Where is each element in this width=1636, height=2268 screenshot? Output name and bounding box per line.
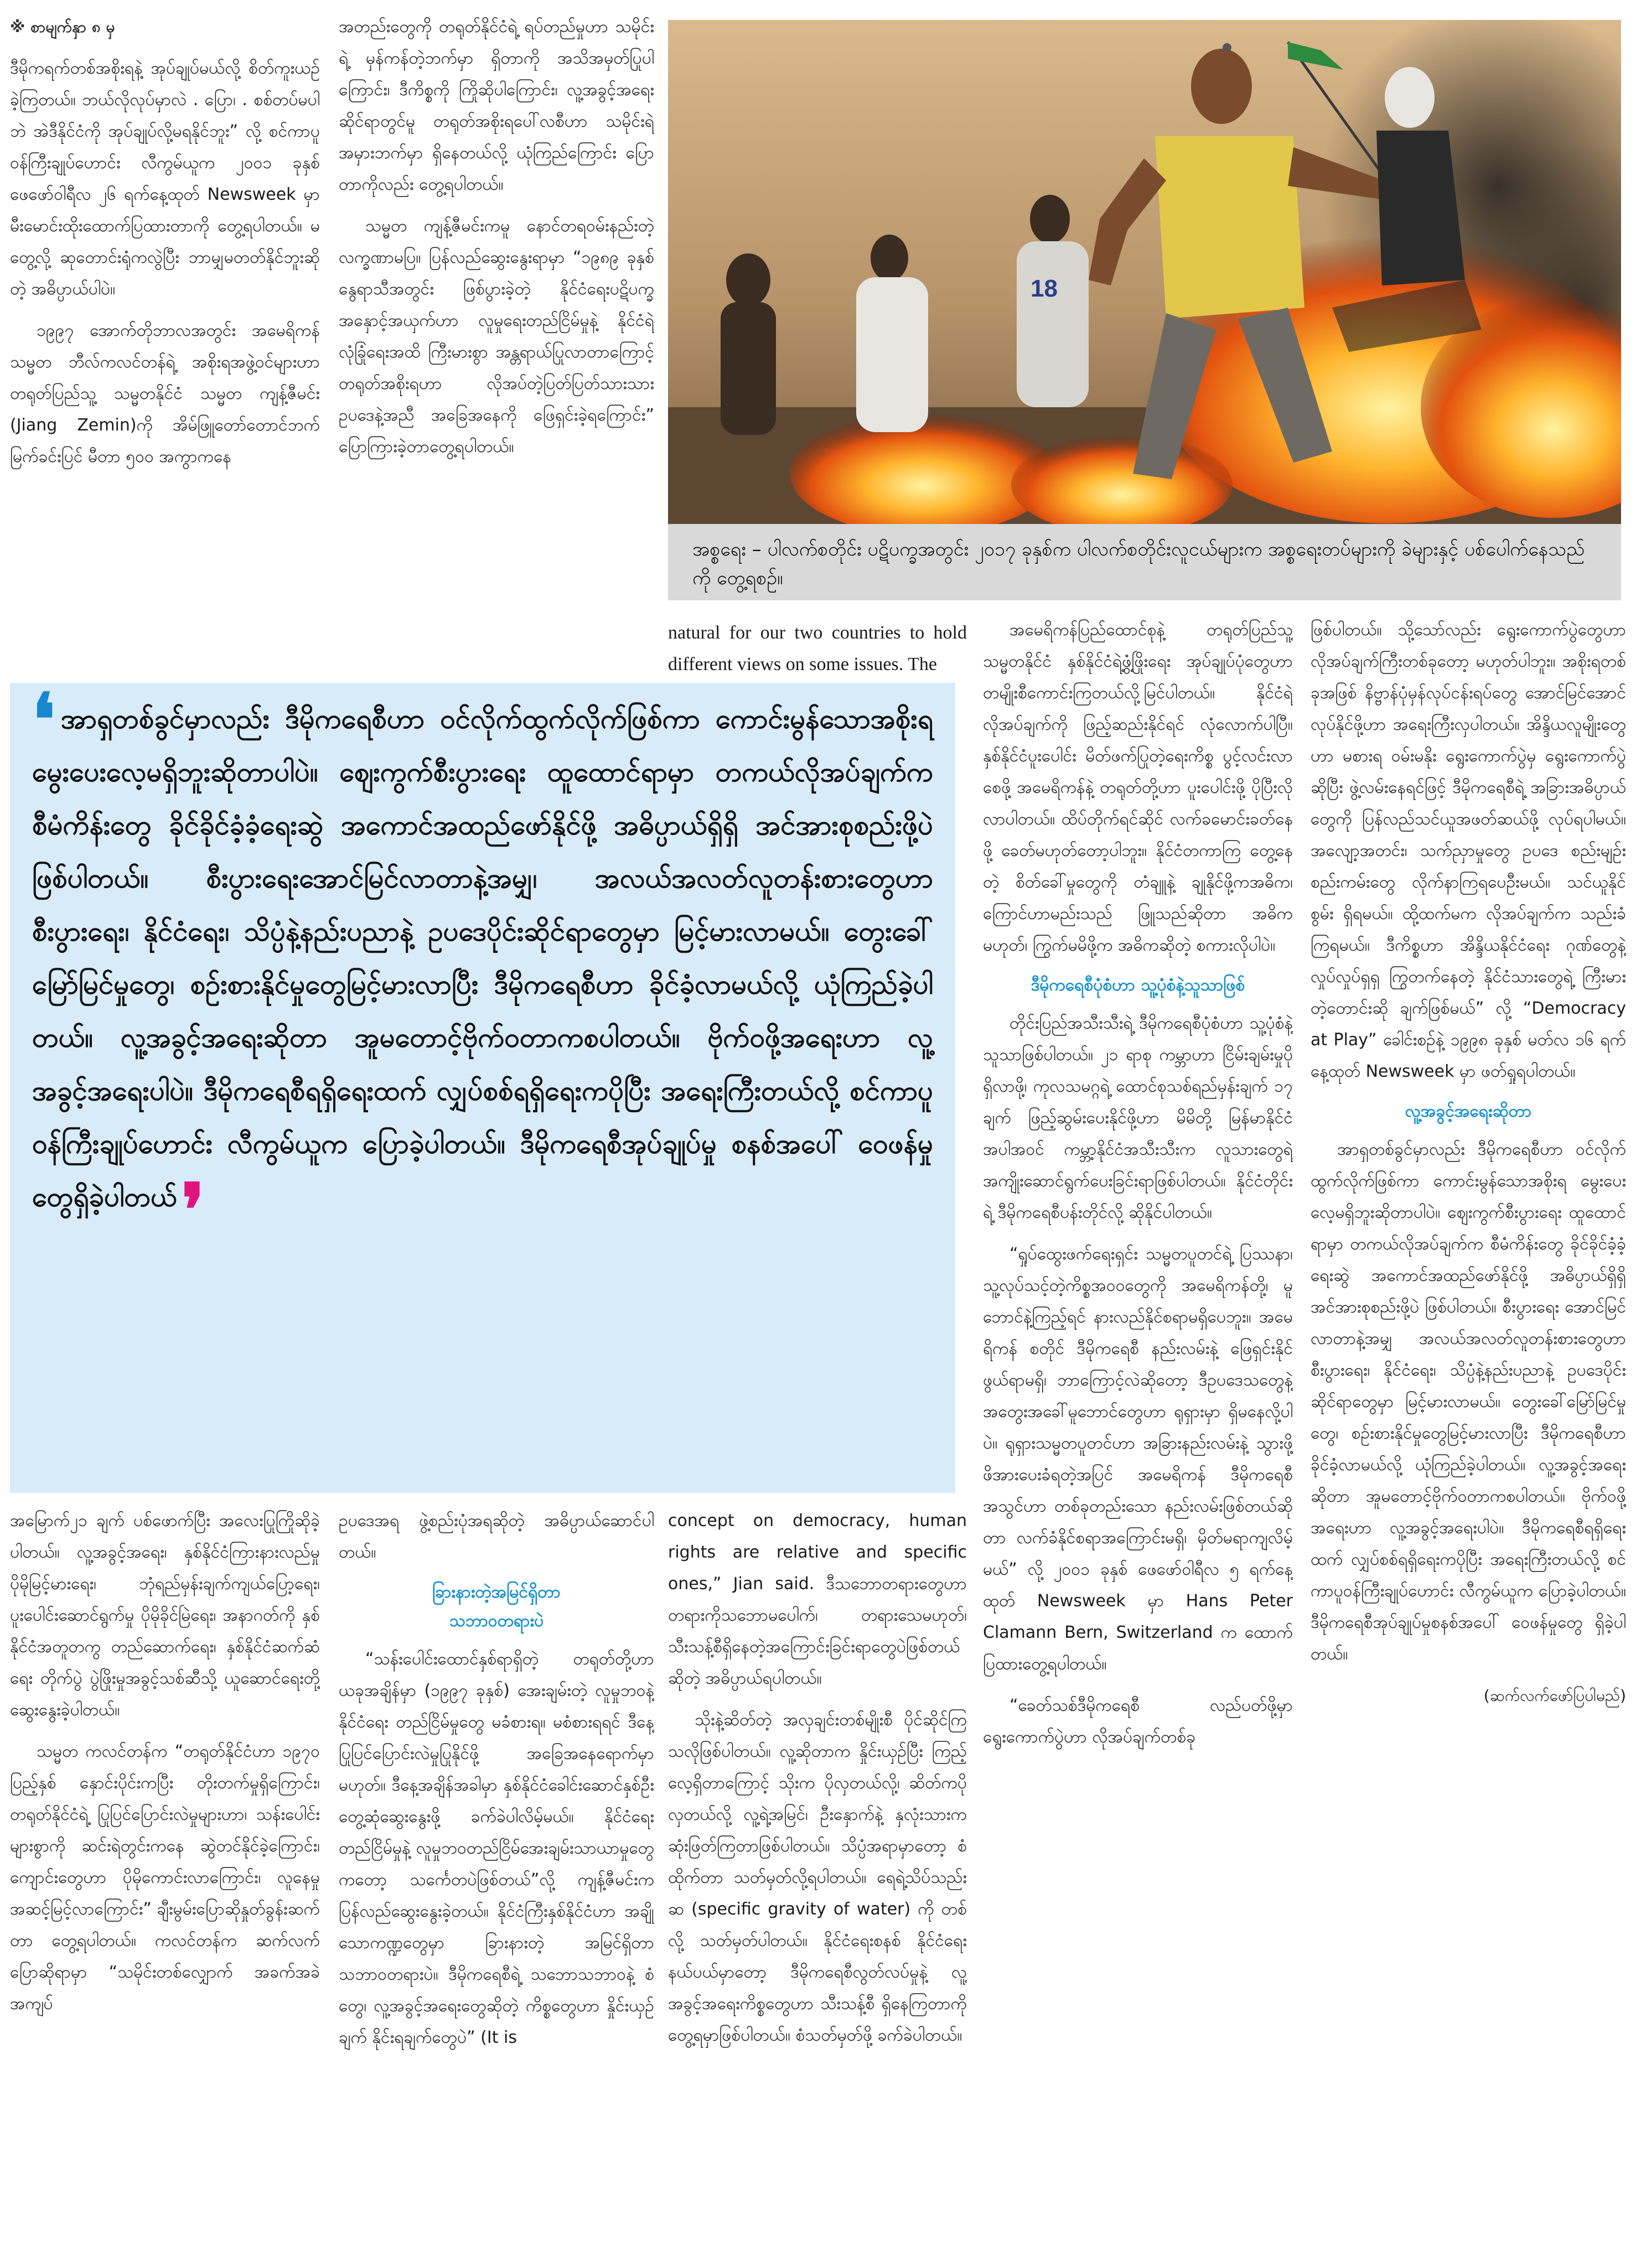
paragraph: ၁၉၉၇ အောက်တိုဘာလအတွင်း အမေရိကန်သမ္မတ ဘီလ်ကလင်တန်ရဲ့ အစိုးရအဖွဲ့ဝင်များဟာ တရုတ်ပြည်သူ့ သမ္မတနိုင်ငံ သမ္မတ ကျန့်ဇီမင်း (Jiang Zemin)ကို အိမ်ဖြူတော်တောင်ဘက် မြက်ခင်းပြင် မီတာ ၅၀၀ အကွာကနေ	[10, 321, 320, 466]
paragraph: concept on democracy, human rights are relative and specific ones,” Jian said. ဒီသဘောတရားတွေဟာ တရားကိုသဘောမပေါက်၊ တရားသေမဟုတ်၊ သီးသန့်စီရှိနေတဲ့အကြောင်းခြင်းရာတွေပဲဖြစ်တယ်ဆိုတဲ့ အဓိပ္ပာယ်ရပါတယ်။	[668, 1511, 967, 1688]
paragraph: အမေရိကန်ပြည်ထောင်စုနဲ့ တရုတ်ပြည်သူ့သမ္မတနိုင်ငံ နှစ်နိုင်ငံရဲ့ဖွံ့ဖြိုးရေး အုပ်ချုပ်ပုံတွေဟာ တမျိုးစီကောင်းကြတယ်လို့မြင်ပါတယ်။ နိုင်ငံရဲ့လိုအပ်ချက်ကို ဖြည့်ဆည်းနိုင်ရင် လုံလောက်ပါပြီ။ နှစ်နိုင်ငံပူးပေါင်း မိတ်ဖက်ပြုတဲ့ရေးကိစ္စ ပွင့်လင်းလာစေဖို့ အမေရိကန်နဲ့ တရုတ်တို့ဟာ ပူးပေါင်းဖို့ ပိုပြီးလိုလာပါတယ်။ ထိပ်တိုက်ရင်ဆိုင် လက်ခမောင်းခတ်နေဖို့ ခေတ်မဟုတ်တော့ပါဘူး။ နိုင်ငံတကာကြ တွေ့နေတဲ့ စိတ်ခေါ်မှုတွေကို တံချူနဲ့ ချုနိုင်ဖို့ကအဓိက၊ ကြောင်ဟာမည်းသည် ဖြူသည်ဆိုတာ အဓိကမဟုတ်၊ ကြွက်မမိဖို့က အဓိကဆိုတဲ့ စကားလိုပါပဲ။	[983, 620, 1293, 955]
column-3-bottom	[668, 1505, 967, 2263]
section-subhead: လူ့အခွင့်အရေးဆိုတာ	[1405, 1102, 1532, 1121]
column-2-top	[339, 11, 654, 675]
paragraph: “ရှုပ်ထွေးဖက်ရေးရှင်း သမ္မတပူတင်ရဲ့ ပြဿနာ၊ သူ့လုပ်သင့်တဲ့ကိစ္စအဝဝတွေကို အမေရိကန်တို့၊ မူဘောင်နဲ့ကြည့်ရင် နားလည်နိုင်စရာမရှိပေဘူး။ အမေရိကန် စတိုင် ဒီမိုကရေစီ နည်းလမ်းနဲ့ ဖြေရှင်းနိုင်ဖွယ်ရာမရှိ၊ ဘာကြောင့်လဲဆိုတော့ ဒီဥပဒေသတွေနဲ့ အတွေးအခေါ်မူဘောင်တွေဟာ ရုရှားမှာ ရှိမနေလို့ပါပဲ။ ရုရှားသမ္မတပူတင်ဟာ အခြားနည်းလမ်းနဲ့ သွားဖို့ဖိအားပေးခံရတဲ့အပြင် အမေရိကန် ဒီမိုကရေစီအသွင်ဟာ တစ်ခုတည်းသော နည်းလမ်းဖြစ်တယ်ဆိုတာ လက်ခံနိုင်စရာအကြောင်းမရှိ၊ မှိတ်မရာကျလိမ့်မယ်” လို့ ၂၀၀၁ ခုနှစ် ဖေဖော်ဝါရီလ ၅ ရက်နေ့ထုတ် Newsweek မှာ Hans Peter Clamann Bern, Switzerland က ထောက်ပြထားတွေ့ရပါတယ်။	[983, 1244, 1293, 1674]
paragraph: “ခေတ်သစ်ဒီမိုကရေစီ လည်ပတ်ဖို့မှာ ရွေးကောက်ပွဲဟာ လိုအပ်ချက်တစ်ခု	[983, 1696, 1293, 1747]
section-subhead: ဒီမိုကရေစီပုံစံဟာ သူ့ပုံစံနဲ့သူသာဖြစ်	[1031, 975, 1245, 995]
paragraph: သမ္မတ ကျန့်ဇီမင်းကမူ နောင်တရဝမ်းနည်းတဲ့လက္ခဏာမပြ။ ပြန်လည်ဆွေးနွေးရာမှာ “၁၉၈၉ ခုနှစ် နွေရာသီအတွင်း ဖြစ်ပွားခဲ့တဲ့ နိုင်ငံရေးပဋိပက္ခ အနှောင့်အယှက်ဟာ လူမှုရေးတည်ငြိမ်မှုနဲ့ နိုင်ငံရဲ့လုံခြုံရေးအထိ ကြီးမားစွာ အန္တရာယ်ပြုလာတာကြောင့် တရုတ်အစိုးရဟာ လိုအပ်တဲ့ပြတ်ပြတ်သားသား ဥပဒေနဲ့အညီ အခြေအနေကို ဖြေရှင်းခဲ့ရကြောင်း” ပြောကြားခဲ့တာတွေ့ရပါတယ်။	[339, 216, 654, 456]
subhead-line: ခြားနားတဲ့အမြင်ရှိတာ	[432, 1582, 561, 1602]
paragraph: ဒီမိုကရက်တစ်အစိုးရနဲ့ အုပ်ချုပ်မယ်လို့ စိတ်ကူးယဉ်ခဲ့ကြတယ်။ ဘယ်လိုလုပ်မှာလဲ . ပြော၊ . စစ်တပ်မပါဘဲ အဲဒီနိုင်ငံကို အုပ်ချုပ်လို့မရနိုင်ဘူး” လို့ စင်ကာပူ ဝန်ကြီးချုပ်ဟောင်း လီကွမ်ယူက ၂၀၀၁ ခုနှစ် ဖေဖော်ဝါရီလ ၂၆ ရက်နေ့ထုတ် Newsweek မှာ မီးမောင်းထိုးထောက်ပြထားတာကို တွေ့ရပါတယ်။ မတွေ့လို့ ဆုတောင်းရုံကလွဲပြီး ဘာမျှမတတ်နိုင်ဘူးဆိုတဲ့ အဓိပ္ပာယ်ပါပဲ။	[10, 59, 320, 299]
column-5	[1311, 614, 1626, 2260]
paragraph-english: natural for our two countries to hold different views on some issues. The	[668, 622, 967, 674]
subhead-line: သဘာဝတရားပဲ	[449, 1611, 544, 1631]
continued-from-kicker: ※ စာမျက်နှာ ၈ မှ	[10, 18, 115, 36]
close-quote-icon: ❜	[181, 1167, 205, 1252]
paragraph: သိုးနဲ့ဆိတ်တဲ့ အလှချင်းတစ်မျိုးစီ ပိုင်ဆိုင်ကြသလိုဖြစ်ပါတယ်။ လူ့ဆိုတာက နှိုင်းယှဉ်ပြီး ကြည့်လေ့ရှိတာကြောင့် သိုးက ပိုလှတယ်လို့၊ ဆိတ်ကပိုလှတယ်လို့ လူ့ရဲ့အမြင်၊ ဦးနှောက်နဲ့ နှလုံးသားက ဆုံးဖြတ်ကြတာဖြစ်ပါတယ်။ သိပ္ပံအရာမှာတော့ စံထိုက်တာ သတ်မှတ်လို့ရပါတယ်။ ရေရဲ့သိပ်သည်းဆ (specific gravity of water) ကို တစ်လို့ သတ်မှတ်ပါတယ်။ နိုင်ငံရေးစနစ် နိုင်ငံရေးနယ်ပယ်မှာတော့ ဒီမိုကရေစီလွတ်လပ်မှုနဲ့ လူ့အခွင့်အရေးကိစ္စတွေဟာ သီးသန့်စီ ရှိနေကြတာကို တွေ့ရမှာဖြစ်ပါတယ်။ စံသတ်မှတ်ဖို့ ခက်ခဲပါတယ်။	[668, 1710, 967, 2045]
paragraph: ဥပဒေအရ ဖွဲ့စည်းပုံအရဆိုတဲ့ အဓိပ္ပာယ်ဆောင်ပါတယ်။	[339, 1511, 654, 1562]
news-photo	[668, 20, 1621, 524]
section-subhead	[339, 1578, 654, 1636]
photo-caption: အစ္စရေး – ပါလက်စတိုင်း ပဋိပက္ခအတွင်း ၂၀၁၇ ခုနှစ်က ပါလက်စတိုင်းလူငယ်များက အစ္စရေးတပ်များကို ခဲများနှင့် ပစ်ပေါက်နေသည်ကို တွေ့ရစဉ်။	[668, 524, 1621, 600]
paragraph: ဖြစ်ပါတယ်။ သို့သော်လည်း ရွေးကောက်ပွဲတွေဟာ လိုအပ်ချက်ကြီးတစ်ခုတော့ မဟုတ်ပါဘူး။ အစိုးရတစ်ခုအဖြစ် နိဗ္ဗာန်ပုံမှန်လုပ်ငန်းရပ်တွေ အောင်မြင်အောင် လုပ်နိုင်ဖို့ဟာ အရေးကြီးလှပါတယ်။ အိန္ဒိယလူမျိုးတွေဟာ မစားရ ဝမ်းမနိုး ရွေးကောက်ပွဲမှ ရွေးကောက်ပွဲဆိုပြီး ဖွဲ့လမ်းနေရင်ဖြင့် ဒီမိုကရေစီရဲ့ အခြားအဓိပ္ပာယ်တွေကို ပြန်လည်သင်ယူအဖတ်ဆယ်ဖို့ လုပ်ရပါမယ်။ အလျော့အတင်း၊ သက်ညှာမှုတွေ ဥပဒေ စည်းမျဉ်းစည်းကမ်းတွေ လိုက်နာကြရပေဦးမယ်။ သင်ယူနိုင်စွမ်း ရှိရမယ်။ ထို့ထက်မက လိုအပ်ချက်က သည်းခံကြရမယ်။ ဒီကိစ္စဟာ အိန္ဒိယနိုင်ငံရေး ဂုဏ်တွေနဲ့ လှုပ်လှုပ်ရှရှ ကြွတက်နေတဲ့ နိုင်ငံသားတွေရဲ့ ကြီးမားတဲ့တောင်းဆို ချက်ဖြစ်မယ်” လို့ “Democracy at Play” ခေါင်းစဉ်နဲ့ ၁၉၉၈ ခုနှစ် မတ်လ ၁၆ ရက်နေ့ထုတ် Newsweek မှာ ဖတ်ရှုရပါတယ်။	[1311, 620, 1626, 1081]
column-1-bottom	[10, 1505, 320, 2263]
continued-notice: (ဆက်လက်ဖော်ပြပါမည်)	[1483, 1686, 1626, 1705]
paragraph: အတည်းတွေကို တရုတ်နိုင်ငံရဲ့ ရပ်တည်မှုဟာ သမိုင်းရဲ့ မှန်ကန်တဲ့ဘက်မှာ ရှိတာကို အသိအမှတ်ပြုပါကြောင်း၊ ဒီကိစ္စကို ကြိုဆိုပါကြောင်း၊ လူ့အခွင့်အရေးဆိုင်ရာတွင်မူ တရုတ်အစိုးရပေါ်လစီဟာ သမိုင်းရဲ့အမှားဘက်မှာ ရှိနေတယ်လို့ ယုံကြည်ကြောင်း ပြောတာကိုလည်း တွေ့ရပါတယ်။	[339, 17, 654, 194]
paragraph: အမြောက်၂၁ ချက် ပစ်ဖောက်ပြီး အလေးပြုကြိုဆိုခဲ့ပါတယ်။ လူ့အခွင့်အရေး၊ နှစ်နိုင်ငံကြားနားလည်မှု ပိုမိုမြင့်မားရေး၊ ဘုံရည်မှန်းချက်ကျယ်ပြော့ရေး၊ ပူးပေါင်းဆောင်ရွက်မှု ပိုမိုခိုင်မြဲရေး၊ အနာဂတ်ကို နှစ်နိုင်ငံအတူတကွ တည်ဆောက်ရေး၊ နှစ်နိုင်ငံဆက်ဆံရေး တိုက်ပွဲ ပွဲဖြိုးမှုအခွင့်သစ်ဆီသို့ ယူဆောင်ရေးတို့ ဆွေးနွေးခဲ့ပါတယ်။	[10, 1511, 320, 1720]
paragraph: တိုင်းပြည်အသီးသီးရဲ့ ဒီမိုကရေစီပုံစံဟာ သူ့ပုံစံနဲ့သူသာဖြစ်ပါတယ်။ ၂၁ ရာစု ကမ္ဘာဟာ ငြိမ်းချမ်းမှုပိုရှိလာဖို့၊ ကုလသမဂ္ဂရဲ့ ထောင်စုသစ်ရည်မှန်းချက် ၁၇ ချက် ဖြည့်ဆွမ်းပေးနိုင်ဖို့ဟာ မိမိတို့ မြန်မာနိုင်ငံအပါအဝင် ကမ္ဘာ့နိုင်ငံအသီးသီးက လူသားတွေရဲ့ အကျိုးဆောင်ရွက်ပေးခြင်းရာဖြစ်ပါတယ်။ နိုင်ငံတိုင်းရဲ့ ဒီမိုကရေစီပန်းတိုင်လို့ ဆိုနိုင်ပါတယ်။	[983, 1014, 1293, 1222]
paragraph: “သန်းပေါင်းထောင်နှစ်ရာရှိတဲ့ တရုတ်တို့ဟာ ယခုအချိန်မှာ (၁၉၉၇ ခုနှစ်) အေးချမ်းတဲ့ လူမှုဘဝနဲ့ နိုင်ငံရေး တည်ငြိမ်မှုတွေ မခံစားရ။ မစံစားရရင် ဒီနေ့ပြုပြင်ပြောင်းလဲမှုပြုနိုင်ဖို့ အခြေအနေရောက်မှာမဟုတ်။ ဒီနေ့အချိန်အခါမှာ နှစ်နိုင်ငံခေါင်းဆောင်နှစ်ဦး တွေ့ဆုံဆွေးနွေးဖို့ ခက်ခဲပါလိမ့်မယ်။ နိုင်ငံရေးတည်ငြိမ်မှုနဲ့ လူမှုဘဝတည်ငြိမ်အေးချမ်းသာယာမှုတွေကတော့ သင်္ကေတပဲဖြစ်တယ်”လို့ ကျန့်ဇီမင်းက ပြန်လည်ဆွေးနွေးခဲ့တယ်။ နိုင်ငံကြီးနှစ်နိုင်ငံဟာ အချို့သောကဏ္ဍတွေမှာ ခြားနားတဲ့ အမြင်ရှိတာ သဘာဝတရားပဲ။ ဒီမိုကရေစီရဲ့ သဘောသဘာဝနဲ့ စံတွေ၊ လူ့အခွင့်အရေးတွေဆိုတဲ့ ကိစ္စတွေဟာ နှိုင်းယှဉ်ချက် နိုင်းရချက်တွေပဲ” (It is	[339, 1649, 654, 2047]
column-2-bottom	[339, 1505, 654, 2263]
photo-protest-scene	[668, 20, 1621, 524]
open-quote-icon: ❛	[32, 683, 55, 762]
pull-quote-text: အာရှတစ်ခွင်မှာလည်း ဒီမိုကရေစီဟာ ဝင်လိုက်ထွက်လိုက်ဖြစ်ကာ ကောင်းမွန်သောအစိုးရ မွေးပေးလေ့မရှိဘူးဆိုတာပါပဲ။ ဈေးကွက်စီးပွားရေး ထူထောင်ရာမှာ တကယ်လိုအပ်ချက်က စီမံကိန်းတွေ ခိုင်ခိုင်ခံ့ခံ့ရေးဆွဲ အကောင်အထည်ဖော်နိုင်ဖို့ အဓိပ္ပာယ်ရှိရှိ အင်အားစုစည်းဖို့ပဲ ဖြစ်ပါတယ်။ စီးပွားရေးအောင်မြင်လာတာနဲ့အမျှ၊ အလယ်အလတ်လူတန်းစားတွေဟာ စီးပွားရေး၊ နိုင်ငံရေး၊ သိပ္ပံနဲ့နည်းပညာနဲ့ ဥပဒေပိုင်းဆိုင်ရာတွေမှာ မြင့်မားလာမယ်။ တွေးခေါ်မြော်မြင်မှုတွေ၊ စဉ်းစားနိုင်မှုတွေမြင့်မားလာပြီး ဒီမိုကရေစီဟာ ခိုင်ခံ့လာမယ်လို့ ယုံကြည်ခဲ့ပါတယ်။ လူ့အခွင့်အရေးဆိုတာ အူမတောင့်ဗိုက်ဝတာကစပါတယ်။ ဗိုက်ဝဖို့အရေးဟာ လူ့အခွင့်အရေးပါပဲ။ ဒီမိုကရေစီရရှိရေးထက် လျှပ်စစ်ရရှိရေးကပိုပြီး အရေးကြီးတယ်လို့ စင်ကာပူ ဝန်ကြီးချုပ်ဟောင်း လီကွမ်ယူက ပြောခဲ့ပါတယ်။ ဒီမိုကရေစီအုပ်ချုပ်မှု စနစ်အပေါ် ဝေဖန်မှုတွေရှိခဲ့ပါတယ်	[32, 703, 933, 1213]
column-4	[983, 614, 1293, 2260]
paragraph: အာရှတစ်ခွင်မှာလည်း ဒီမိုကရေစီဟာ ဝင်လိုက်ထွက်လိုက်ဖြစ်ကာ ကောင်းမွန်သောအစိုးရ မွေးပေးလေ့မရှိဘူးဆိုတာပါပဲ။ ဈေးကွက်စီးပွားရေး ထူထောင်ရာမှာ တကယ်လိုအပ်ချက်က စီမံကိန်းတွေ ခိုင်ခိုင်ခံ့ခံ့ရေးဆွဲ အကောင်အထည်ဖော်နိုင်ဖို့ အဓိပ္ပာယ်ရှိရှိ အင်အားစုစည်းဖို့ပဲ ဖြစ်ပါတယ်။ စီးပွားရေး အောင်မြင်လာတာနဲ့အမျှ အလယ်အလတ်လူတန်းစားတွေဟာ စီးပွားရေး၊ နိုင်ငံရေး၊ သိပ္ပံနဲ့နည်းပညာနဲ့ ဥပဒေပိုင်းဆိုင်ရာတွေမှာ မြင့်မားလာမယ်။ တွေးခေါ်မြော်မြင်မှုတွေ၊ စဉ်းစားနိုင်မှုတွေမြင့်မားလာပြီး ဒီမိုကရေစီဟာ ခိုင်ခံ့လာမယ်လို့ ယုံကြည်ခဲ့ပါတယ်။ လူ့အခွင့်အရေးဆိုတာ အူမတောင့်ဗိုက်ဝတာကစပါတယ်။ ဗိုက်ဝဖို့အရေးဟာ လူ့အခွင့်အရေးပါပဲ။ ဒီမိုကရေစီရရှိရေးထက် လျှပ်စစ်ရရှိရေးကပိုပြီး အရေးကြီးတယ်လို့ စင်ကာပူဝန်ကြီးချုပ်ဟောင်း လီကွမ်ယူက ပြောခဲ့ပါတယ်။ ဒီမိုကရေစီအုပ်ချုပ်မှုစနစ်အပေါ် ဝေဖန်မှုတွေ ရှိခဲ့ပါတယ်။	[1311, 1140, 1626, 1664]
column-1-top	[10, 11, 320, 675]
column-3-top	[668, 617, 967, 681]
shirt-number: 18	[1031, 275, 1058, 302]
paragraph: သမ္မတ ကလင်တန်က “တရုတ်နိုင်ငံဟာ ၁၉၇၀ ပြည့်နှစ် နှောင်းပိုင်းကပြီး တိုးတက်မှုရှိကြောင်း၊ တရုတ်နိုင်ငံရဲ့ ပြုပြင်ပြောင်းလဲမှုများဟာ၊ သန်းပေါင်းများစွာကို ဆင်းရဲတွင်းကနေ ဆွဲတင်နိုင်ခဲ့ကြောင်း၊ ကျောင်းတွေဟာ ပိုမိုကောင်းလာကြောင်း၊ လူနေမှုအဆင့်မြင့်လာကြောင်း” ချီးမွမ်းပြောဆိုနှုတ်ခွန်းဆက်တာ တွေ့ရပါတယ်။ ကလင်တန်က ဆက်လက်ပြောဆိုရာမှာ “သမိုင်းတစ်လျှောက် အခက်အခဲအကျပ်	[10, 1742, 320, 2013]
pull-quote	[10, 683, 955, 1493]
